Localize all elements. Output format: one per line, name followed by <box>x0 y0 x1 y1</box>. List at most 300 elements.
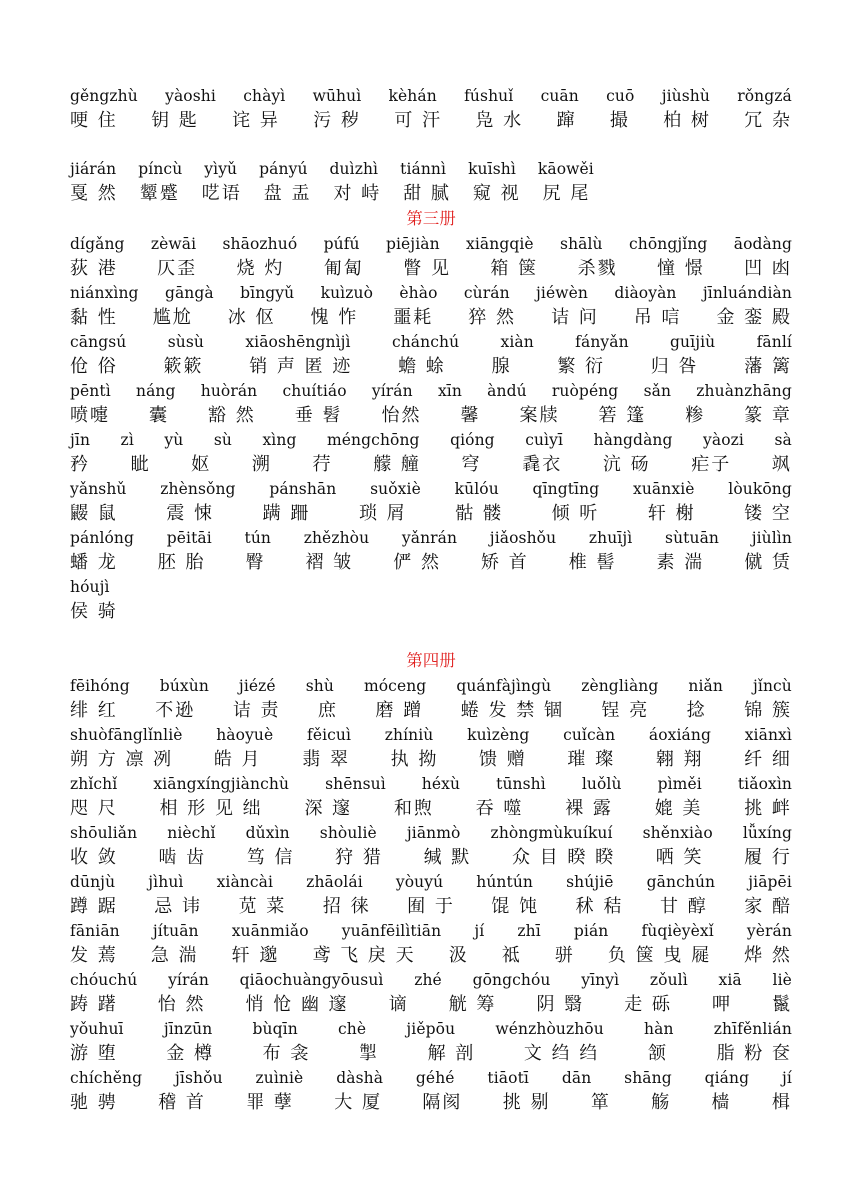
pinyin-word: pēitāi <box>166 529 212 547</box>
pinyin-word: rǒngzá <box>737 87 792 105</box>
hanzi-word: 镂 空 <box>744 503 792 524</box>
pinyin-word: piējiàn <box>385 235 440 253</box>
hanzi-word: 金 樽 <box>166 1043 215 1064</box>
hanzi-word: 缄 默 <box>423 847 472 868</box>
hanzi-word: 祗 <box>501 945 522 966</box>
pinyin-word: yīnyì <box>581 971 620 989</box>
hanzi-word: 馈 赠 <box>479 749 527 770</box>
hanzi-word: 归 咎 <box>650 356 699 377</box>
pinyin-word: héxù <box>421 775 461 793</box>
pinyin-word: fányǎn <box>575 333 629 351</box>
pinyin-word: lǚxíng <box>742 824 792 842</box>
spacer <box>70 624 792 648</box>
hanzi-word: 糁 <box>685 405 706 426</box>
hanzi-row <box>70 452 792 477</box>
hanzi-word: 矜 <box>70 454 90 475</box>
pinyin-word: húntún <box>476 873 533 891</box>
hanzi-word: 冰 伛 <box>227 307 276 328</box>
hanzi-word: 脂 粉 奁 <box>716 1043 792 1064</box>
hanzi-word: 颔 <box>647 1043 668 1064</box>
pinyin-row <box>70 428 792 452</box>
hanzi-word: 盘 盂 <box>263 183 312 204</box>
pinyin-word: yàozi <box>703 431 744 449</box>
pinyin-word: búxùn <box>159 677 209 695</box>
pinyin-row <box>70 526 792 550</box>
pinyin-word: chōngjǐng <box>628 235 708 253</box>
pinyin-word: qīngtīng <box>532 480 600 498</box>
pinyin-word: huòrán <box>200 382 258 400</box>
pinyin-word: hàn <box>644 1020 674 1038</box>
word-group <box>70 379 792 428</box>
hanzi-word: 荇 <box>312 454 333 475</box>
hanzi-word: 污 秽 <box>313 110 361 131</box>
hanzi-word: 发 蔫 <box>70 945 118 966</box>
pinyin-word: yù <box>164 431 184 449</box>
pinyin-word: kāowěi <box>537 160 594 178</box>
word-group <box>70 723 792 772</box>
pinyin-word: shuòfānglǐnliè <box>70 726 183 744</box>
pinyin-word: chóuchú <box>70 971 138 989</box>
hanzi-word: 钥 匙 <box>151 110 199 131</box>
hanzi-word: 箬 篷 <box>598 405 647 426</box>
pinyin-word: kuìzèng <box>467 726 530 744</box>
hanzi-word: 倾 听 <box>551 503 600 524</box>
pinyin-word: jí <box>474 922 485 940</box>
hanzi-row <box>70 1041 792 1066</box>
hanzi-word: 篆 章 <box>744 405 792 426</box>
hanzi-word: 轩 邈 <box>231 945 280 966</box>
hanzi-word: 飒 <box>771 454 792 475</box>
pinyin-word: zuìniè <box>255 1069 304 1087</box>
hanzi-row <box>70 256 792 281</box>
pinyin-word: pányú <box>259 160 308 178</box>
hanzi-word: 收 敛 <box>70 847 118 868</box>
hanzi-word: 匍匐 <box>323 258 364 279</box>
pinyin-word: gōngchóu <box>472 971 551 989</box>
pinyin-word: shòuliè <box>319 824 377 842</box>
pinyin-word: jiùlìn <box>751 529 792 547</box>
hanzi-word: 烨 然 <box>744 945 792 966</box>
hanzi-word: 众 目 睽 睽 <box>511 847 616 868</box>
hanzi-word: 簌簌 <box>163 356 204 377</box>
hanzi-word: 僦 赁 <box>744 552 792 573</box>
pinyin-word: áoxiáng <box>648 726 712 744</box>
hanzi-word: 箪 <box>590 1092 611 1113</box>
pinyin-word: zèngliàng <box>581 677 659 695</box>
hanzi-word: 诧 异 <box>232 110 280 131</box>
hanzi-word: 哽 住 <box>70 110 118 131</box>
pinyin-word: tiǎoxìn <box>737 775 792 793</box>
hanzi-word: 穹 <box>461 454 482 475</box>
pinyin-word: jiǎoshǒu <box>489 529 557 547</box>
pinyin-word: xiā <box>718 971 742 989</box>
pinyin-word: wénzhòuzhōu <box>495 1020 604 1038</box>
hanzi-word: 戛 然 <box>70 183 118 204</box>
hanzi-word: 蹲 踞 <box>70 896 118 917</box>
pinyin-word: bīngyǔ <box>240 284 295 302</box>
hanzi-word: 谪 <box>388 994 409 1015</box>
pinyin-word: zhězhòu <box>303 529 370 547</box>
hanzi-word: 腺 <box>491 356 512 377</box>
hanzi-word: 不逊 <box>155 700 196 721</box>
pinyin-word: shù <box>305 677 334 695</box>
pinyin-word: móceng <box>363 677 427 695</box>
word-group <box>70 919 792 968</box>
pinyin-word: dígǎng <box>70 235 125 253</box>
pinyin-row <box>70 84 792 108</box>
pinyin-word: shāozhuó <box>222 235 298 253</box>
pinyin-word: sùsù <box>167 333 204 351</box>
hanzi-word: 蟠 龙 <box>70 552 118 573</box>
pinyin-word: pián <box>573 922 609 940</box>
pinyin-word: yuānfēilìtiān <box>341 922 442 940</box>
pinyin-word: cāngsú <box>70 333 127 351</box>
hanzi-word: 阴 翳 <box>536 994 585 1015</box>
pinyin-word: kuìzuò <box>320 284 374 302</box>
hanzi-word: 猝 然 <box>468 307 517 328</box>
word-group <box>70 157 792 206</box>
pinyin-word: àndú <box>487 382 527 400</box>
pinyin-word: xìng <box>262 431 297 449</box>
hanzi-word: 磨 蹭 <box>375 700 424 721</box>
pinyin-word: xuānmiǎo <box>231 922 309 940</box>
hanzi-row <box>70 550 792 575</box>
pinyin-word: gānchún <box>646 873 716 891</box>
hanzi-word: 囿 于 <box>407 896 455 917</box>
hanzi-word: 杀戮 <box>577 258 618 279</box>
hanzi-word: 尴尬 <box>152 307 193 328</box>
word-group <box>70 232 792 281</box>
pinyin-row <box>70 232 792 256</box>
hanzi-word: 狩 猎 <box>335 847 383 868</box>
hanzi-word: 锃 亮 <box>601 700 650 721</box>
hanzi-row <box>70 108 792 133</box>
pinyin-word: púfú <box>323 235 360 253</box>
hanzi-word: 仄歪 <box>157 258 198 279</box>
hanzi-word: 璀 璨 <box>567 749 616 770</box>
pinyin-word: shěnxiào <box>642 824 713 842</box>
pinyin-word: dūnjù <box>70 873 116 891</box>
pinyin-word: yòuyú <box>395 873 444 891</box>
hanzi-row <box>70 894 792 919</box>
hanzi-word: 豁 然 <box>208 405 256 426</box>
pinyin-word: qiāochuàngyōusuì <box>239 971 384 989</box>
hanzi-word: 沆 砀 <box>602 454 651 475</box>
hanzi-word: 侯 骑 <box>70 601 118 622</box>
pinyin-word: guījiù <box>670 333 716 351</box>
hanzi-row <box>70 403 792 428</box>
hanzi-word: 臀 <box>245 552 266 573</box>
hanzi-word: 笃 信 <box>246 847 295 868</box>
pinyin-row <box>70 157 792 181</box>
hanzi-word: 轩 榭 <box>647 503 696 524</box>
hanzi-row <box>70 501 792 526</box>
hanzi-word: 悄 怆 幽 邃 <box>245 994 349 1015</box>
hanzi-word: 艨 艟 <box>373 454 421 475</box>
hanzi-word: 驰 骋 <box>70 1092 118 1113</box>
pinyin-word: dàshà <box>336 1069 384 1087</box>
pinyin-word: yìyǔ <box>204 160 238 178</box>
hanzi-word: 诘 问 <box>551 307 599 328</box>
pinyin-word: zèwāi <box>150 235 197 253</box>
hanzi-word: 颦蹙 <box>139 183 180 204</box>
vocabulary-page <box>70 84 792 1115</box>
hanzi-word: 挑 剔 <box>502 1092 551 1113</box>
pinyin-row <box>70 1066 792 1090</box>
pinyin-word: yèrán <box>746 922 792 940</box>
hanzi-word: 馨 <box>460 405 481 426</box>
hanzi-word: 凫 水 <box>475 110 524 131</box>
pinyin-word: jīn <box>70 431 91 449</box>
pinyin-word: tiāotī <box>487 1069 529 1087</box>
pinyin-word: kuīshì <box>468 160 516 178</box>
hanzi-word: 垂 髫 <box>294 405 343 426</box>
pinyin-word: jīnluándiàn <box>702 284 792 302</box>
pinyin-word: cuìyī <box>525 431 564 449</box>
hanzi-word: 绯 红 <box>70 700 118 721</box>
hanzi-word: 蜷 发 禁 锢 <box>460 700 564 721</box>
pinyin-word: zhuījì <box>588 529 633 547</box>
pinyin-word: zhíniù <box>384 726 434 744</box>
hanzi-row <box>70 747 792 772</box>
hanzi-word: 踌 躇 <box>70 994 118 1015</box>
pinyin-word: yírán <box>371 382 413 400</box>
hanzi-word: 忌 讳 <box>154 896 203 917</box>
pinyin-word: cuān <box>540 87 579 105</box>
pinyin-row <box>70 674 792 698</box>
hanzi-word: 解 剖 <box>427 1043 476 1064</box>
hanzi-word: 负 箧 曳 屣 <box>607 945 712 966</box>
pinyin-word: hóujì <box>70 578 110 596</box>
pinyin-word: jiāpēi <box>748 873 792 891</box>
pinyin-word: pánshān <box>269 480 337 498</box>
hanzi-word: 觞 <box>651 1092 672 1113</box>
pinyin-word: jiézé <box>238 677 276 695</box>
pinyin-word: xiàncài <box>216 873 274 891</box>
pinyin-row <box>70 477 792 501</box>
hanzi-word: 柏 树 <box>663 110 711 131</box>
pinyin-word: fùqièyèxǐ <box>641 922 714 940</box>
pinyin-word: quánfàjìngù <box>456 677 552 695</box>
pinyin-row <box>70 821 792 845</box>
hanzi-word: 家 醅 <box>744 896 792 917</box>
hanzi-word: 怡然 <box>381 405 422 426</box>
hanzi-word: 可 汗 <box>394 110 443 131</box>
hanzi-word: 胚 胎 <box>157 552 206 573</box>
pinyin-word: lòukōng <box>728 480 792 498</box>
hanzi-word: 呓语 <box>201 183 242 204</box>
pinyin-word: sù <box>213 431 232 449</box>
hanzi-word: 愧 怍 <box>310 307 359 328</box>
pinyin-word: shújiē <box>566 873 614 891</box>
hanzi-word: 掣 <box>358 1043 379 1064</box>
pinyin-word: zhòngmùkuíkuí <box>490 824 613 842</box>
word-group <box>70 526 792 575</box>
hanzi-word: 甜 腻 <box>403 183 451 204</box>
hanzi-word: 素 湍 <box>656 552 705 573</box>
pinyin-word: géhé <box>415 1069 455 1087</box>
hanzi-word: 鸢 飞 戾 天 <box>312 945 416 966</box>
hanzi-word: 哂 笑 <box>655 847 704 868</box>
pinyin-word: yírán <box>168 971 209 989</box>
pinyin-word: chíchěng <box>70 1069 143 1087</box>
pinyin-word: cùrán <box>463 284 510 302</box>
word-group <box>70 330 792 379</box>
hanzi-word: 稽 首 <box>158 1092 206 1113</box>
hanzi-word: 琐 屑 <box>358 503 407 524</box>
hanzi-word: 觥 筹 <box>448 994 497 1015</box>
pinyin-word: xiānxì <box>744 726 792 744</box>
hanzi-word: 眦 <box>130 454 151 475</box>
pinyin-word: fěicuì <box>306 726 352 744</box>
pinyin-word: niánxìng <box>70 284 139 302</box>
hanzi-row <box>70 698 792 723</box>
word-group <box>70 84 792 133</box>
hanzi-word: 樯 <box>711 1092 732 1113</box>
word-group <box>70 870 792 919</box>
hanzi-word: 案牍 <box>519 405 560 426</box>
hanzi-word: 尻 尾 <box>542 183 591 204</box>
hanzi-word: 吊 唁 <box>633 307 682 328</box>
pinyin-word: shālù <box>560 235 603 253</box>
hanzi-word: 挑 衅 <box>744 798 792 819</box>
pinyin-word: bùqīn <box>252 1020 298 1038</box>
pinyin-word: pìměi <box>657 775 702 793</box>
hanzi-word: 诘 责 <box>232 700 281 721</box>
pinyin-word: hàoyuè <box>216 726 274 744</box>
hanzi-word: 楫 <box>771 1092 792 1113</box>
hanzi-word: 罪 孽 <box>246 1092 294 1113</box>
hanzi-word: 馄 饨 <box>491 896 540 917</box>
pinyin-word: zǒulì <box>649 971 688 989</box>
hanzi-word: 震 悚 <box>166 503 215 524</box>
pinyin-row <box>70 772 792 796</box>
pinyin-word: ruòpéng <box>551 382 619 400</box>
hanzi-word: 蟾 蜍 <box>398 356 446 377</box>
pinyin-word: sùtuān <box>665 529 719 547</box>
hanzi-word: 庶 <box>318 700 339 721</box>
pinyin-word: jīnzūn <box>163 1020 213 1038</box>
hanzi-word: 撮 <box>609 110 630 131</box>
hanzi-word: 隔阂 <box>422 1092 463 1113</box>
pinyin-word: niǎn <box>688 677 723 695</box>
hanzi-word: 相 形 见 绌 <box>159 798 263 819</box>
pinyin-word: duìzhì <box>329 160 379 178</box>
hanzi-word: 啮 齿 <box>158 847 207 868</box>
hanzi-word: 布 衾 <box>262 1043 311 1064</box>
hanzi-word: 急 湍 <box>150 945 199 966</box>
hanzi-word: 喷嚏 <box>70 405 110 426</box>
hanzi-word: 执 拗 <box>390 749 439 770</box>
pinyin-word: zhènsǒng <box>160 480 236 498</box>
pinyin-word: zhuànzhāng <box>696 382 792 400</box>
hanzi-word: 荻 港 <box>70 258 118 279</box>
pinyin-word: jiānmò <box>406 824 461 842</box>
hanzi-word: 黏 性 <box>70 307 118 328</box>
pinyin-row <box>70 1017 792 1041</box>
hanzi-word: 繁 衍 <box>557 356 606 377</box>
hanzi-word: 伧 俗 <box>70 356 118 377</box>
hanzi-word: 椎 髻 <box>568 552 617 573</box>
pinyin-word: cuǐcàn <box>563 726 616 744</box>
hanzi-word: 毳衣 <box>522 454 563 475</box>
hanzi-word: 皓 月 <box>213 749 262 770</box>
pinyin-word: zhī <box>517 922 541 940</box>
pinyin-word: gěngzhù <box>70 87 138 105</box>
volume-heading: 第三册 <box>406 209 456 228</box>
pinyin-word: náng <box>135 382 176 400</box>
pinyin-row <box>70 330 792 354</box>
hanzi-word: 凹 凼 <box>744 258 792 279</box>
hanzi-word: 骈 <box>554 945 575 966</box>
word-group <box>70 772 792 821</box>
pinyin-word: xiàn <box>500 333 534 351</box>
hanzi-word: 憧 憬 <box>657 258 705 279</box>
pinyin-word: yàoshi <box>165 87 216 105</box>
pinyin-word: wūhuì <box>312 87 362 105</box>
pinyin-word: diàoyàn <box>614 284 677 302</box>
pinyin-word: pánlóng <box>70 529 135 547</box>
hanzi-word: 翱 翔 <box>655 749 704 770</box>
hanzi-word: 大 厦 <box>334 1092 383 1113</box>
pinyin-row <box>70 870 792 894</box>
hanzi-word: 怡 然 <box>157 994 206 1015</box>
pinyin-word: tūnshì <box>496 775 546 793</box>
hanzi-word: 履 行 <box>744 847 792 868</box>
hanzi-word: 冗 杂 <box>744 110 792 131</box>
pinyin-word: tún <box>244 529 272 547</box>
pinyin-word: jiùshù <box>661 87 710 105</box>
hanzi-word: 裸 露 <box>565 798 613 819</box>
hanzi-word: 走 砾 <box>624 994 672 1015</box>
word-group <box>70 1017 792 1066</box>
hanzi-row <box>70 796 792 821</box>
pinyin-row <box>70 723 792 747</box>
hanzi-word: 汲 <box>448 945 469 966</box>
pinyin-word: cuō <box>606 87 635 105</box>
hanzi-word: 销 声 匿 迹 <box>249 356 353 377</box>
pinyin-word: dǔxìn <box>245 824 290 842</box>
pinyin-word: jīshǒu <box>175 1069 223 1087</box>
pinyin-word: xuānxiè <box>633 480 695 498</box>
hanzi-word: 噩耗 <box>393 307 434 328</box>
hanzi-word: 深 邃 <box>304 798 353 819</box>
hanzi-row <box>70 1090 792 1115</box>
hanzi-word: 翡 翠 <box>302 749 350 770</box>
pinyin-word: èhào <box>399 284 438 302</box>
hanzi-word: 妪 <box>191 454 212 475</box>
hanzi-word: 呷 <box>711 994 732 1015</box>
pinyin-word: jǐncù <box>752 677 792 695</box>
pinyin-word: luǒlù <box>581 775 622 793</box>
hanzi-row <box>70 845 792 870</box>
pinyin-word: zì <box>120 431 134 449</box>
pinyin-word: yǒuhuī <box>70 1020 124 1038</box>
hanzi-word: 囊 <box>149 405 169 426</box>
hanzi-word: 咫 尺 <box>70 798 118 819</box>
hanzi-word: 窥 视 <box>472 183 521 204</box>
hanzi-word: 朔 方 凛 冽 <box>70 749 174 770</box>
pinyin-word: chàyì <box>243 87 286 105</box>
pinyin-word: píncù <box>138 160 183 178</box>
hanzi-word: 纤 细 <box>744 749 792 770</box>
word-group <box>70 428 792 477</box>
pinyin-word: xiāngqiè <box>466 235 534 253</box>
pinyin-word: tiánnì <box>400 160 447 178</box>
hanzi-word: 文 绉 绉 <box>523 1043 600 1064</box>
pinyin-word: xīn <box>437 382 462 400</box>
pinyin-row <box>70 919 792 943</box>
